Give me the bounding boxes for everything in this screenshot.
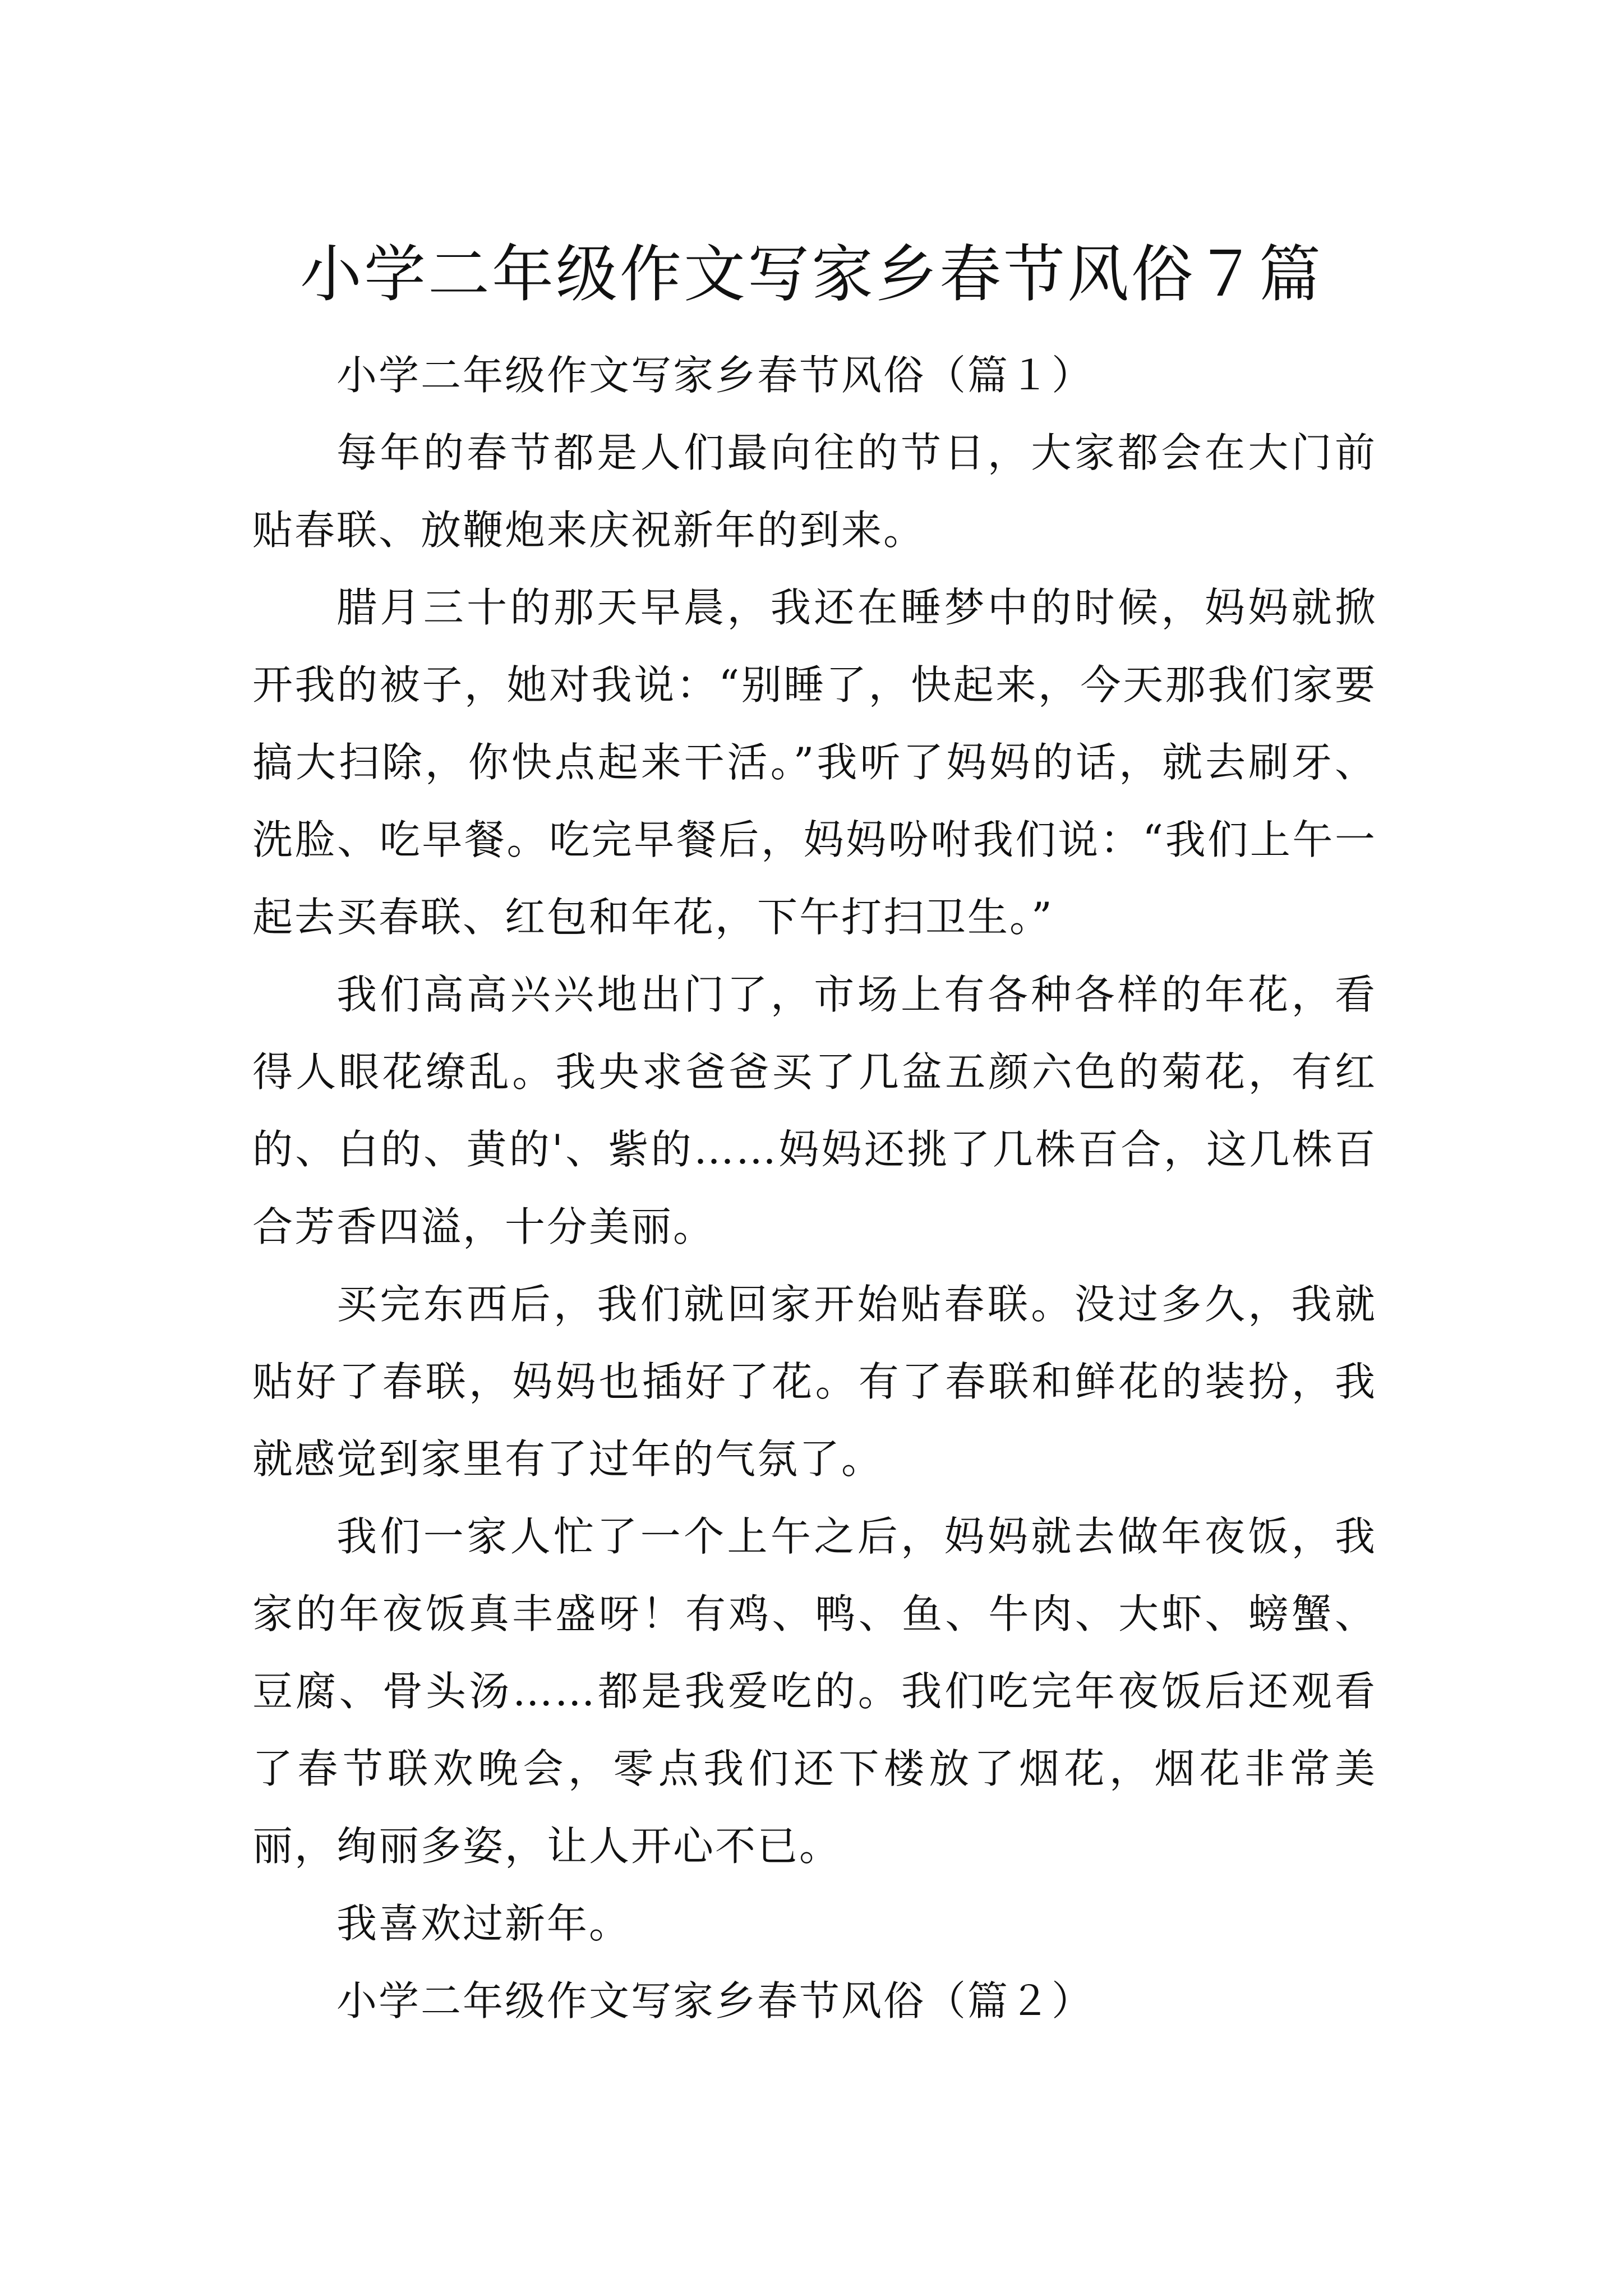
paragraph-2: 腊月三十的那天早晨，我还在睡梦中的时候，妈妈就掀开我的被子，她对我说：“别睡了，快起来，今天那我们家要搞大扫除，你快点起来干活。”我听了妈妈的话，就去刷牙、洗脸、吃早餐。吃完早餐后，妈妈吩咐我们说：“我们上午一起去买春联、红包和年花，下午打扫卫生。” bbox=[252, 584, 1377, 941]
document-title: 小学二年级作文写家乡春节风俗７篇 bbox=[300, 238, 1323, 310]
paragraph-3: 我们高高兴兴地出门了，市场上有各种各样的年花，看得人眼花缭乱。我央求爸爸买了几盆五颜六色的菊花，有红的、白的、黄的'、紫的……妈妈还挑了几株百合，这几株百合芳香四溢，十分美丽。 bbox=[252, 971, 1377, 1250]
paragraph-6: 我喜欢过新年。 bbox=[336, 1900, 631, 1947]
paragraph-4: 买完东西后，我们就回家开始贴春联。没过多久，我就贴好了春联，妈妈也插好了花。有了春联和鲜花的装扮，我就感觉到家里有了过年的气氛了。 bbox=[252, 1281, 1377, 1483]
paragraph-1: 每年的春节都是人们最向往的节日，大家都会在大门前贴春联、放鞭炮来庆祝新年的到来。 bbox=[252, 429, 1377, 554]
section-heading-1: 小学二年级作文写家乡春节风俗（篇１） bbox=[336, 352, 1094, 399]
document-body bbox=[252, 337, 1377, 2040]
section-heading-2: 小学二年级作文写家乡春节风俗（篇２） bbox=[336, 1977, 1094, 2024]
paragraph-5: 我们一家人忙了一个上午之后，妈妈就去做年夜饭，我家的年夜饭真丰盛呀！有鸡、鸭、鱼、牛肉、大虾、螃蟹、豆腐、骨头汤……都是我爱吃的。我们吃完年夜饭后还观看了春节联欢晚会，零点我们还下楼放了烟花，烟花非常美丽，绚丽多姿，让人开心不已。 bbox=[252, 1513, 1377, 1870]
